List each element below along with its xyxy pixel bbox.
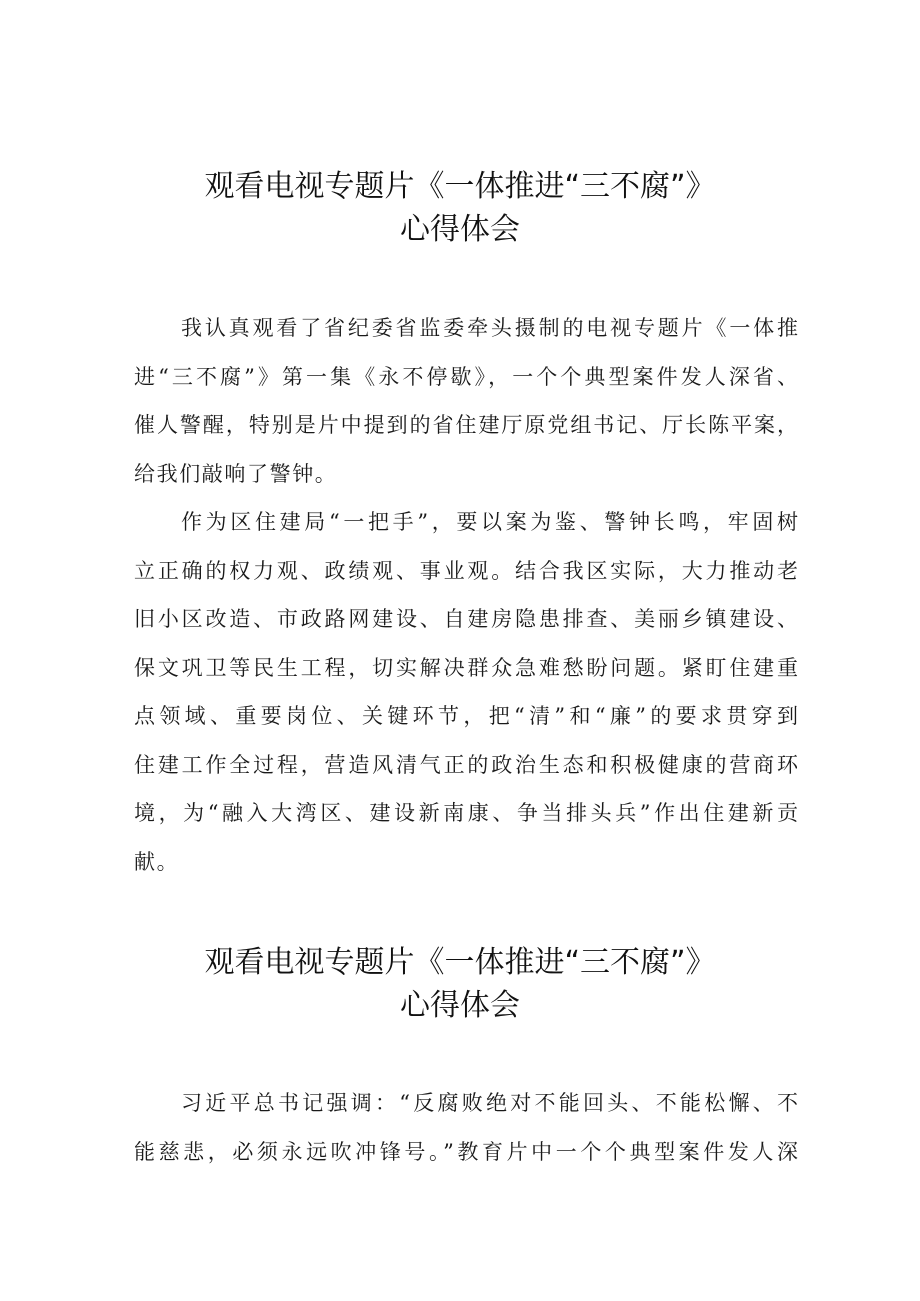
paragraph-line: 能慈悲，必须永远吹冲锋号。”教育片中一个个典型案件发人深 (134, 1139, 798, 1164)
paragraph-line: 给我们敲响了警钟。 (134, 461, 338, 486)
section-1-title-line-1: 观看电视专题片《一体推进“三不腐”》 (204, 169, 716, 204)
section-2-title (0, 943, 920, 1029)
section-1-paragraph-2 (134, 498, 798, 886)
section-2-title-line-2: 心得体会 (400, 988, 520, 1023)
section-1-paragraph-1 (134, 304, 798, 498)
paragraph-line: 催人警醒，特别是片中提到的省住建厅原党组书记、厅长陈平案， (134, 413, 798, 437)
paragraph-line: 我认真观看了省纪委省监委牵头摄制的电视专题片《一体推 (181, 316, 798, 340)
paragraph-line: 作为区住建局“一把手”，要以案为鉴、警钟长鸣，牢固树 (181, 510, 798, 534)
section-2-title-line-1: 观看电视专题片《一体推进“三不腐”》 (204, 945, 716, 980)
paragraph-line: 保文巩卫等民生工程，切实解决群众急难愁盼问题。紧盯住建重 (134, 655, 798, 680)
paragraph-line: 住建工作全过程，营造风清气正的政治生态和积极健康的营商环 (134, 752, 798, 777)
paragraph-line: 献。 (134, 849, 180, 874)
paragraph-line: 境，为“融入大湾区、建设新南康、争当排头兵”作出住建新贡 (134, 801, 798, 825)
section-1-title (0, 167, 920, 253)
paragraph-line: 进“三不腐”》第一集《永不停歇》，一个个典型案件发人深省、 (134, 364, 798, 389)
section-1-title-line-2: 心得体会 (400, 212, 520, 247)
paragraph-line: 旧小区改造、市政路网建设、自建房隐患排查、美丽乡镇建设、 (134, 607, 798, 631)
section-2-paragraph-1 (134, 1079, 798, 1176)
paragraph-line: 立正确的权力观、政绩观、事业观。结合我区实际，大力推动老 (134, 558, 798, 583)
paragraph-line: 点领域、重要岗位、关键环节，把“清”和“廉”的要求贯穿到 (134, 704, 798, 728)
paragraph-line: 习近平总书记强调：“反腐败绝对不能回头、不能松懈、不 (181, 1091, 798, 1115)
